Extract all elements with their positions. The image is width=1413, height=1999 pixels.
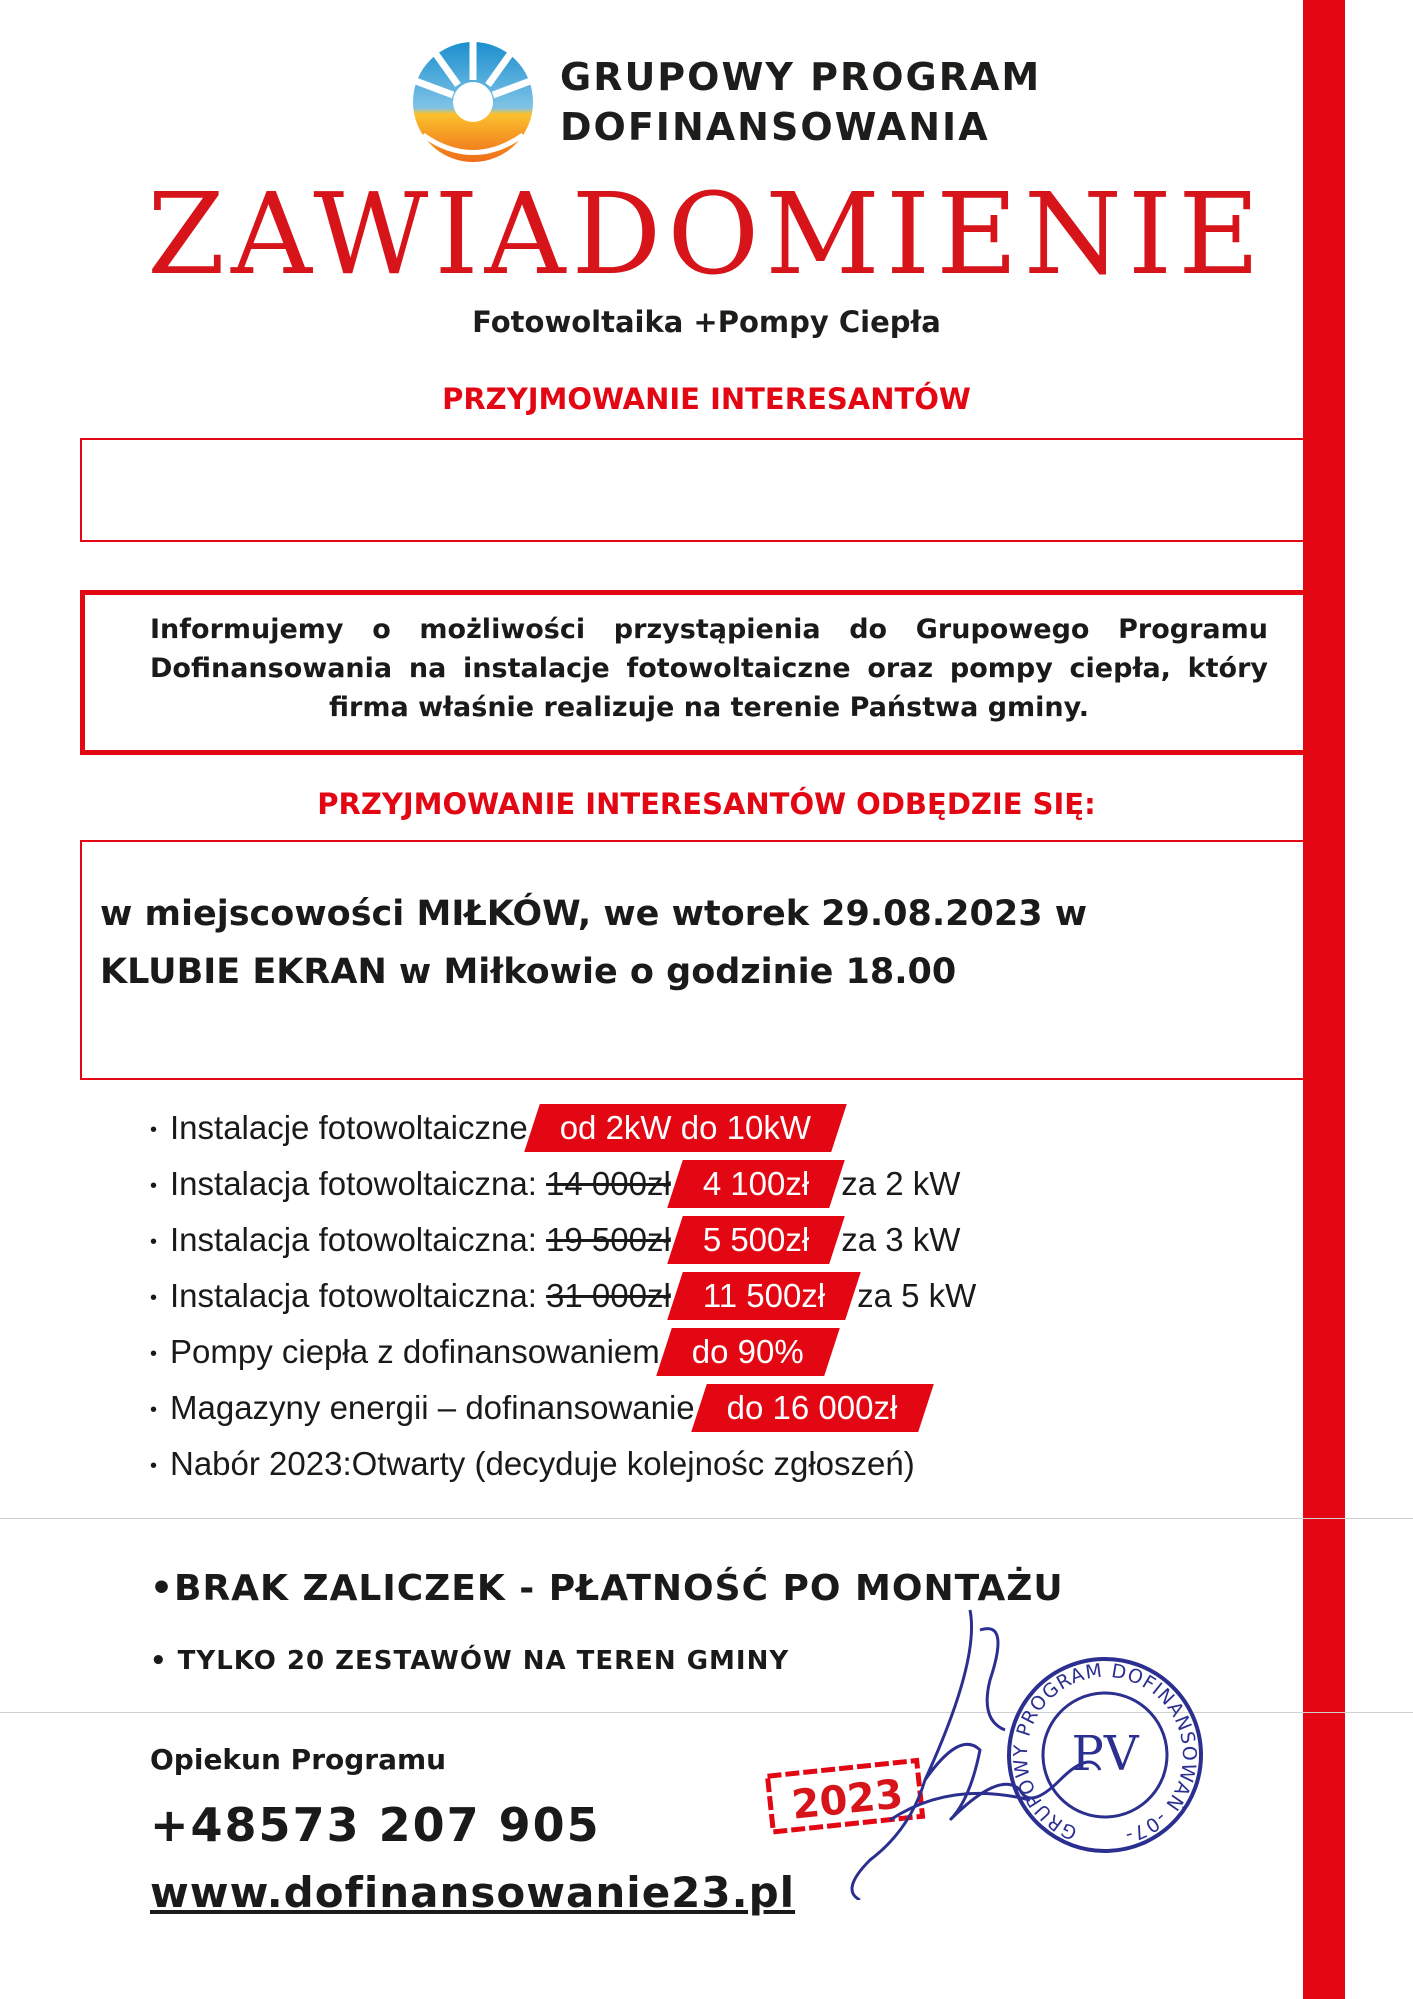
list-item	[150, 1380, 976, 1436]
stamp-center-text: PV	[1071, 1726, 1139, 1782]
phone-number[interactable]: +48573 207 905	[150, 1798, 601, 1852]
list-item	[150, 1436, 976, 1492]
meeting-details	[100, 885, 1280, 1001]
bullet-icon: •	[150, 1119, 158, 1142]
list-item	[150, 1212, 976, 1268]
bullet-icon: •	[150, 1343, 158, 1366]
year-stamp-text: 2023	[789, 1771, 906, 1829]
offer-suffix: za 2 kW	[841, 1165, 961, 1202]
bullet-icon: •	[150, 1175, 158, 1198]
meeting-line1: w miejscowości MIŁKÓW, we wtorek 29.08.2023 w	[100, 894, 1088, 934]
list-item	[150, 1268, 976, 1324]
offer-label: Instalacja fotowoltaiczna:	[170, 1221, 537, 1258]
limited-sets-note: • TYLKO 20 ZESTAWÓW NA TEREN GMINY	[150, 1646, 790, 1676]
offer-label: Instalacja fotowoltaiczna:	[170, 1277, 537, 1314]
offer-badge: do 16 000zł	[699, 1380, 926, 1436]
list-item	[150, 1156, 976, 1212]
old-price: 14 000zł	[546, 1165, 671, 1202]
old-price: 19 500zł	[546, 1221, 671, 1258]
empty-frame	[80, 438, 1303, 542]
meeting-heading: PRZYJMOWANIE INTERESANTÓW ODBĘDZIE SIĘ:	[317, 787, 1096, 821]
offer-label: Instalacje fotowoltaiczne	[170, 1109, 528, 1146]
offer-badge: do 90%	[664, 1324, 832, 1380]
page-subtitle: Fotowoltaika +Pompy Ciepła	[472, 305, 941, 339]
offer-badge: 11 500zł	[675, 1268, 853, 1324]
sun-logo-icon	[403, 40, 543, 165]
bullet-icon: •	[150, 1455, 158, 1478]
info-text: Informujemy o możliwości przystąpienia do Grupowego Programu Dofinansowania na instalacje fotowoltaiczne oraz pompy ciepła, który firma właśnie realizuje na terenie Państwa gminy.	[150, 614, 1268, 723]
offer-label: Nabór 2023:Otwarty (decyduje kolejnośc zgłoszeń)	[170, 1445, 915, 1482]
round-stamp-text: GRUPOWY PROGRAM DOFINANSOWAŃ -07-	[1009, 1659, 1201, 1848]
section-heading: PRZYJMOWANIE INTERESANTÓW	[442, 382, 971, 416]
brand-line1: GRUPOWY PROGRAM	[560, 55, 1042, 99]
handwritten-signature	[830, 1600, 1120, 1900]
offer-list	[150, 1100, 976, 1492]
offer-badge: 4 100zł	[675, 1156, 837, 1212]
offer-badge: od 2kW do 10kW	[532, 1100, 839, 1156]
offer-label: Instalacja fotowoltaiczna:	[170, 1165, 537, 1202]
offer-suffix: za 3 kW	[841, 1221, 961, 1258]
bullet-icon: •	[150, 1287, 158, 1310]
offer-label: Pompy ciepła z dofinansowaniem	[170, 1333, 660, 1370]
meeting-line2: KLUBIE EKRAN w Miłkowie o godzinie 18.00	[100, 952, 957, 992]
page-title: ZAWIADOMIENIE	[147, 170, 1266, 300]
offer-suffix: za 5 kW	[857, 1277, 977, 1314]
offer-label: Magazyny energii – dofinansowanie	[170, 1389, 695, 1426]
bullet-icon: •	[150, 1231, 158, 1254]
website-link[interactable]: www.dofinansowanie23.pl	[150, 1868, 796, 1917]
old-price: 31 000zł	[546, 1277, 671, 1314]
contact-label: Opiekun Programu	[150, 1743, 447, 1776]
list-item	[150, 1100, 976, 1156]
no-advance-payment-note: •BRAK ZALICZEK - PŁATNOŚĆ PO MONTAŻU	[150, 1568, 1064, 1609]
divider	[0, 1518, 1413, 1519]
brand-name	[560, 52, 1041, 152]
brand-line2: DOFINANSOWANIA	[560, 105, 990, 149]
bullet-icon: •	[150, 1399, 158, 1422]
list-item	[150, 1324, 976, 1380]
offer-badge: 5 500zł	[675, 1212, 837, 1268]
